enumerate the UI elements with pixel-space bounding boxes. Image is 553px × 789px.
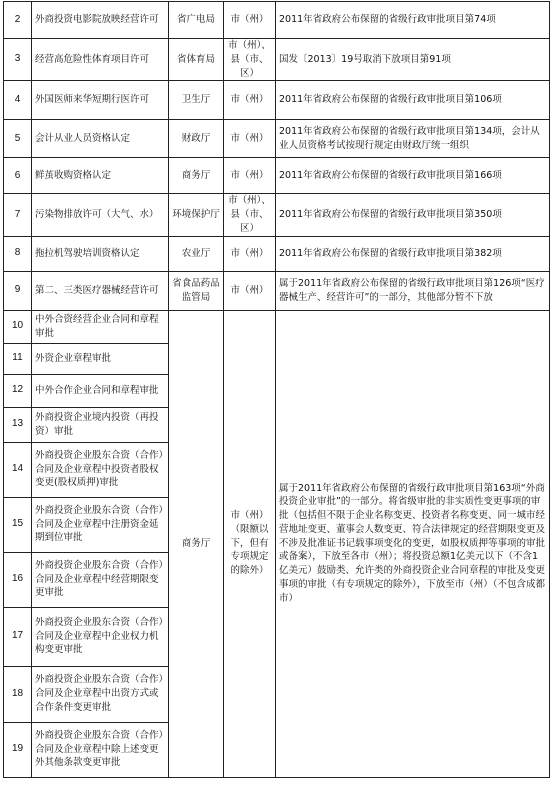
row-number: 14 (4, 442, 32, 497)
department: 省体育局 (169, 39, 224, 81)
row-number: 11 (4, 343, 32, 374)
basis-note: 2011年省政府公布保留的省级行政审批项目第74项 (276, 2, 550, 39)
delegated-level: 市（州） (224, 271, 276, 310)
row-number: 2 (4, 2, 32, 39)
item-name: 中外合资经营企业合同和章程审批 (32, 310, 169, 343)
delegated-level: 市（州） (224, 236, 276, 271)
item-name: 污染物排放许可（大气、水） (32, 194, 169, 236)
table-row (4, 236, 550, 271)
item-name: 外资企业章程审批 (32, 343, 169, 374)
basis-note: 国发〔2013〕19号取消下放项目第91项 (276, 39, 550, 81)
basis-note: 属于2011年省政府公布保留的省级行政审批项目第126项“医疗器械生产、经营许可”的一部分，其他部分暂不下放 (276, 271, 550, 310)
approval-items-table (3, 1, 550, 778)
group-department: 商务厅 (169, 310, 224, 777)
department: 省广电局 (169, 2, 224, 39)
department: 环境保护厅 (169, 194, 224, 236)
delegated-level: 市（州） (224, 120, 276, 158)
row-number: 8 (4, 236, 32, 271)
item-name: 外商投资企业股东合资（合作）合同及企业章程中注册资金延期到位审批 (32, 497, 169, 552)
item-name: 外商投资企业股东合资（合作）合同及企业章程中出资方式或合作条件变更审批 (32, 666, 169, 722)
item-name: 外商投资企业股东合资（合作）合同及企业章程中除上述变更外其他条款变更审批 (32, 722, 169, 777)
department: 省食品药品监管局 (169, 271, 224, 310)
table-row (4, 310, 550, 343)
department: 农业厅 (169, 236, 224, 271)
row-number: 16 (4, 552, 32, 607)
table-row (4, 194, 550, 236)
row-number: 17 (4, 607, 32, 666)
row-number: 19 (4, 722, 32, 777)
delegated-level: 市（州）、县（市、区） (224, 194, 276, 236)
row-number: 7 (4, 194, 32, 236)
department: 商务厅 (169, 158, 224, 194)
row-number: 3 (4, 39, 32, 81)
item-name: 外商投资企业股东合资（合作）合同及企业章程中经营期限变更审批 (32, 552, 169, 607)
table-row (4, 2, 550, 39)
row-number: 9 (4, 271, 32, 310)
item-name: 拖拉机驾驶培训资格认定 (32, 236, 169, 271)
delegated-level: 市（州） (224, 158, 276, 194)
basis-note: 2011年省政府公布保留的省级行政审批项目第350项 (276, 194, 550, 236)
item-name: 外国医师来华短期行医许可 (32, 81, 169, 120)
item-name: 中外合作企业合同和章程审批 (32, 374, 169, 407)
table-row (4, 81, 550, 120)
delegated-level: 市（州） (224, 2, 276, 39)
table-row (4, 120, 550, 158)
basis-note: 2011年省政府公布保留的省级行政审批项目第382项 (276, 236, 550, 271)
row-number: 10 (4, 310, 32, 343)
row-number: 4 (4, 81, 32, 120)
row-number: 15 (4, 497, 32, 552)
delegated-level: 市（州） (224, 81, 276, 120)
table-row (4, 158, 550, 194)
item-name: 鲜茧收购资格认定 (32, 158, 169, 194)
table-row (4, 271, 550, 310)
item-name: 第二、三类医疗器械经营许可 (32, 271, 169, 310)
department: 卫生厅 (169, 81, 224, 120)
item-name: 外商投资企业股东合资（合作）合同及企业章程中投资者股权变更(股权质押)审批 (32, 442, 169, 497)
item-name: 外商投资电影院放映经营许可 (32, 2, 169, 39)
row-number: 18 (4, 666, 32, 722)
group-delegated-level: 市（州）（限额以下，但有专项规定的除外） (224, 310, 276, 777)
basis-note: 2011年省政府公布保留的省级行政审批项目第134项，会计从业人员资格考试按现行规定由财政厅统一组织 (276, 120, 550, 158)
department: 财政厅 (169, 120, 224, 158)
item-name: 经营高危险性体育项目许可 (32, 39, 169, 81)
row-number: 6 (4, 158, 32, 194)
basis-note: 2011年省政府公布保留的省级行政审批项目第106项 (276, 81, 550, 120)
item-name: 外商投资企业境内投资（再投资）审批 (32, 407, 169, 442)
row-number: 12 (4, 374, 32, 407)
row-number: 5 (4, 120, 32, 158)
table-row (4, 39, 550, 81)
delegated-level: 市（州）、县（市、区） (224, 39, 276, 81)
item-name: 外商投资企业股东合资（合作）合同及企业章程中企业权力机构变更审批 (32, 607, 169, 666)
row-number: 13 (4, 407, 32, 442)
item-name: 会计从业人员资格认定 (32, 120, 169, 158)
basis-note: 2011年省政府公布保留的省级行政审批项目第166项 (276, 158, 550, 194)
group-basis-note: 属于2011年省政府公布保留的省级行政审批项目第163项“外商投资企业审批”的一部分。将省级审批的非实质性变更事项的审批（包括但不限于企业名称变更、投资者名称变更、同一城市经营地址变更、董事会人数变更、符合法律规定的经营期限变更及不涉及批准证书记载事项变化的变更，如股权质押等事项的审批或备案），下放至各市（州）；将投资总额1亿美元以下（不含1亿美元）鼓励类、允许类的外商投资企业合同章程的审批及变更事项的审批（有专项规定的除外），下放至市（州）（不包含成都市） (276, 310, 550, 777)
